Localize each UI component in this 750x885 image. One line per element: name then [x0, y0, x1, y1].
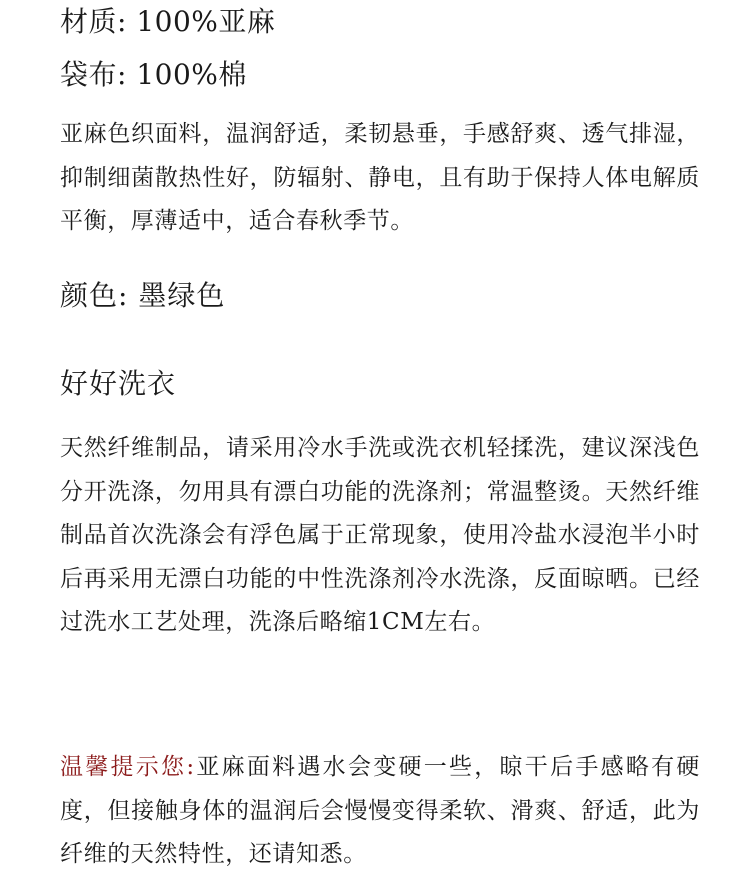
- care-tip: [60, 746, 700, 877]
- tip-label: 温馨提示您:: [60, 754, 195, 780]
- tip-text: 亚麻面料遇水会变硬一些，晾干后手感略有硬度，但接触身体的温润后会慢慢变得柔软、滑爽、舒适，此为纤维的天然特性，还请知悉。: [60, 754, 700, 867]
- pocket-label: 袋布:: [60, 58, 127, 91]
- pocket-spec: [60, 55, 247, 95]
- material-value: 100%亚麻: [136, 5, 276, 38]
- color-spec: [60, 276, 225, 316]
- pocket-value: 100%棉: [136, 58, 247, 91]
- material-spec: [60, 2, 275, 42]
- wash-section-title: 好好洗衣: [60, 367, 177, 400]
- color-label: 颜色:: [60, 279, 129, 312]
- wash-instructions: 天然纤维制品，请采用冷水手洗或洗衣机轻揉洗，建议深浅色分开洗涤，勿用具有漂白功能的洗涤剂；常温整烫。天然纤维制品首次洗涤会有浮色属于正常现象，使用冷盐水浸泡半小时后再采用无漂白功能的中性洗涤剂冷水洗涤，反面晾晒。已经过洗水工艺处理，洗涤后略缩1CM左右。: [60, 435, 700, 635]
- fabric-description: 亚麻色织面料，温润舒适，柔韧悬垂，手感舒爽、透气排湿，抑制细菌散热性好，防辐射、静电，且有助于保持人体电解质平衡，厚薄适中，适合春秋季节。: [60, 121, 700, 234]
- color-value: 墨绿色: [138, 279, 226, 312]
- material-label: 材质:: [60, 5, 127, 38]
